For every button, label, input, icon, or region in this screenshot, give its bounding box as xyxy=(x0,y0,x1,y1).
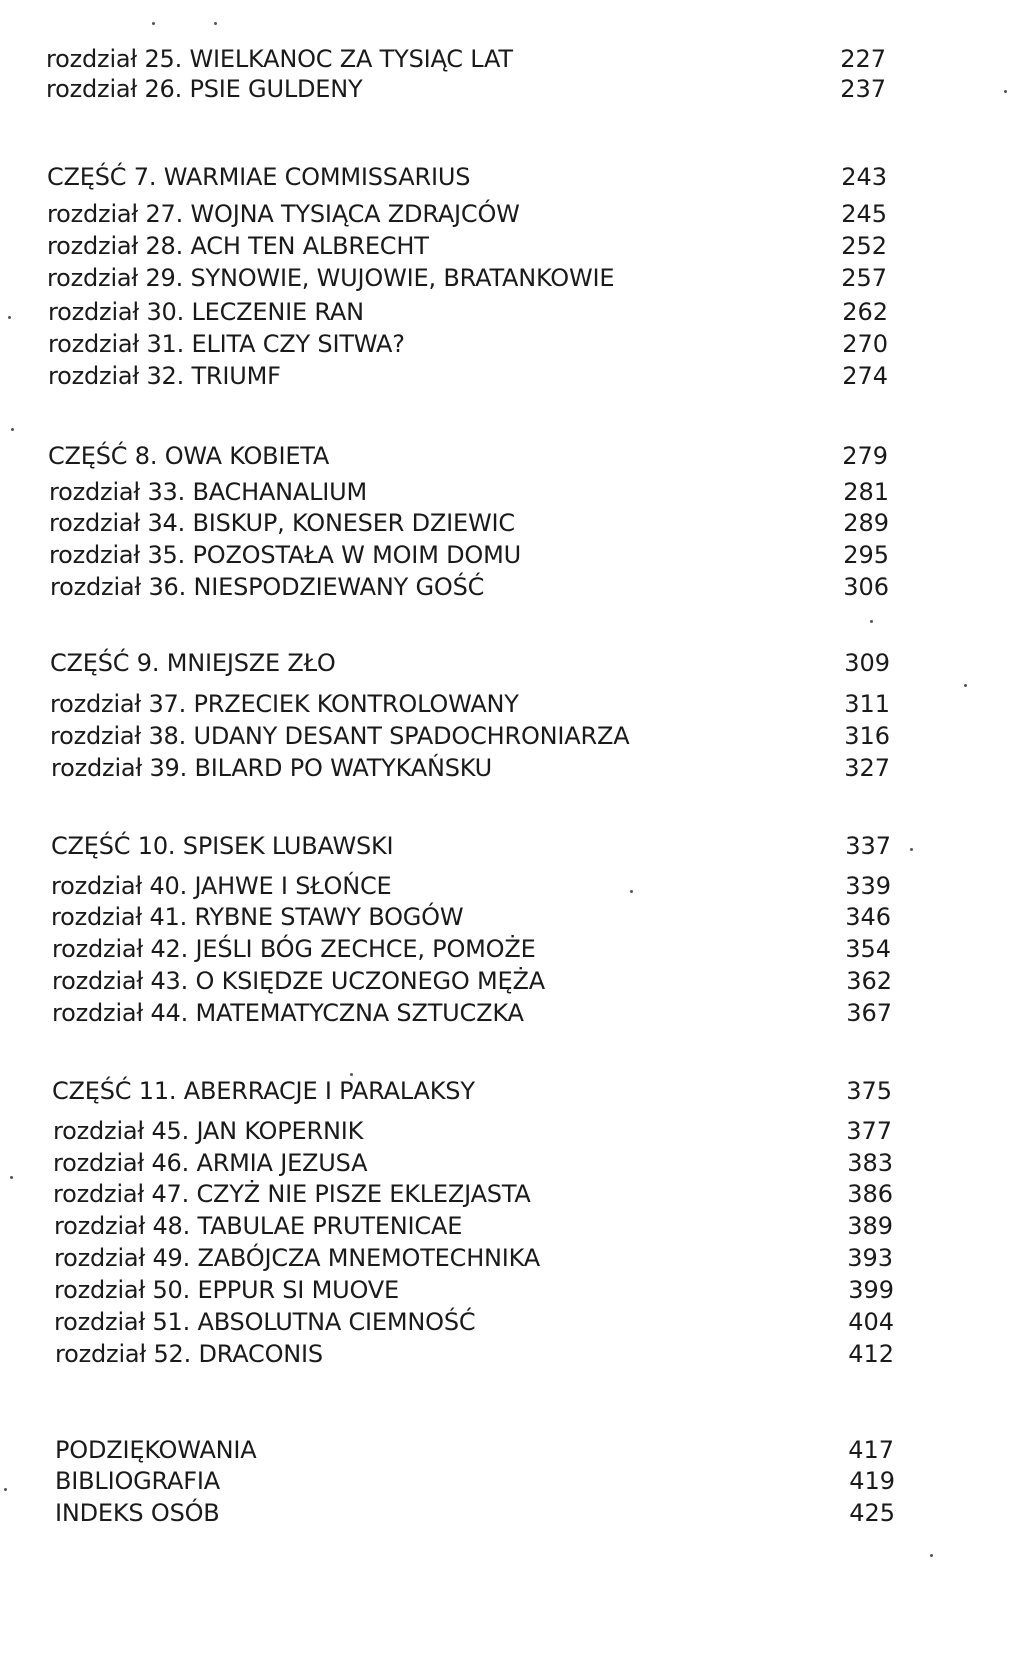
toc-entry-title: rozdział 46. ARMIA JEZUSA xyxy=(53,1149,368,1177)
toc-backmatter-entry xyxy=(0,1464,1012,1498)
toc-entry-title: rozdział 25. WIELKANOC ZA TYSIĄC LAT xyxy=(46,45,513,73)
toc-chapter-entry xyxy=(0,197,1012,231)
toc-chapter-entry xyxy=(0,964,1012,998)
toc-entry-title: CZĘŚĆ 8. OWA KOBIETA xyxy=(48,442,330,470)
toc-part-entry xyxy=(0,646,1012,680)
toc-entry-page-number: 270 xyxy=(842,330,888,358)
toc-entry-page-number: 306 xyxy=(843,573,889,601)
toc-chapter-entry xyxy=(0,687,1012,721)
toc-chapter-entry xyxy=(0,229,1012,263)
toc-entry-page-number: 377 xyxy=(846,1117,892,1145)
toc-entry-title: BIBLIOGRAFIA xyxy=(55,1467,220,1495)
toc-entry-page-number: 257 xyxy=(841,264,887,292)
toc-entry-page-number: 274 xyxy=(842,362,888,390)
scan-speck xyxy=(4,1488,7,1491)
toc-entry-page-number: 227 xyxy=(840,45,886,73)
toc-entry-title: rozdział 52. DRACONIS xyxy=(55,1340,323,1368)
toc-chapter-entry xyxy=(0,295,1012,329)
toc-entry-page-number: 309 xyxy=(844,649,890,677)
toc-entry-page-number: 295 xyxy=(843,541,889,569)
toc-entry-page-number: 281 xyxy=(843,478,889,506)
toc-entry-title: rozdział 29. SYNOWIE, WUJOWIE, BRATANKOWIE xyxy=(47,264,615,292)
toc-entry-page-number: 393 xyxy=(847,1244,893,1272)
toc-chapter-entry xyxy=(0,538,1012,572)
scan-speck xyxy=(964,684,967,687)
toc-entry-page-number: 367 xyxy=(846,999,892,1027)
toc-chapter-entry xyxy=(0,751,1012,785)
toc-entry-title: rozdział 40. JAHWE I SŁOŃCE xyxy=(51,872,392,900)
toc-entry-page-number: 339 xyxy=(845,872,891,900)
toc-entry-title: rozdział 33. BACHANALIUM xyxy=(49,478,368,506)
toc-entry-title: rozdział 32. TRIUMF xyxy=(48,362,281,390)
toc-chapter-entry xyxy=(0,1273,1012,1307)
scan-speck xyxy=(8,316,11,319)
toc-entry-title: rozdział 36. NIESPODZIEWANY GOŚĆ xyxy=(50,573,485,601)
toc-chapter-entry xyxy=(0,900,1012,934)
toc-entry-page-number: 311 xyxy=(844,690,890,718)
toc-entry-title: PODZIĘKOWANIA xyxy=(55,1436,257,1464)
toc-entry-page-number: 389 xyxy=(847,1212,893,1240)
toc-entry-title: rozdział 31. ELITA CZY SITWA? xyxy=(48,330,405,358)
toc-entry-page-number: 262 xyxy=(842,298,888,326)
scan-speck xyxy=(214,22,217,25)
toc-entry-page-number: 337 xyxy=(845,832,891,860)
toc-chapter-entry xyxy=(0,996,1012,1030)
toc-entry-page-number: 245 xyxy=(841,200,887,228)
toc-entry-page-number: 375 xyxy=(846,1077,892,1105)
toc-part-entry xyxy=(0,1074,1012,1108)
toc-chapter-entry xyxy=(0,932,1012,966)
toc-entry-title: rozdział 50. EPPUR SI MUOVE xyxy=(54,1276,399,1304)
scan-speck xyxy=(870,620,873,623)
toc-chapter-entry xyxy=(0,475,1012,509)
toc-chapter-entry xyxy=(0,1337,1012,1371)
toc-chapter-entry xyxy=(0,261,1012,295)
toc-entry-page-number: 279 xyxy=(842,442,888,470)
toc-entry-title: rozdział 48. TABULAE PRUTENICAE xyxy=(54,1212,463,1240)
toc-chapter-entry xyxy=(0,570,1012,604)
toc-entry-page-number: 383 xyxy=(847,1149,893,1177)
toc-entry-title: rozdział 39. BILARD PO WATYKAŃSKU xyxy=(51,754,493,782)
toc-chapter-entry xyxy=(0,359,1012,393)
toc-entry-title: rozdział 42. JEŚLI BÓG ZECHCE, POMOŻE xyxy=(52,935,536,963)
toc-entry-title: CZĘŚĆ 7. WARMIAE COMMISSARIUS xyxy=(47,163,471,191)
scan-speck xyxy=(11,428,14,431)
toc-entry-title: rozdział 51. ABSOLUTNA CIEMNOŚĆ xyxy=(54,1308,476,1336)
toc-entry-title: rozdział 30. LECZENIE RAN xyxy=(48,298,364,326)
toc-entry-title: CZĘŚĆ 11. ABERRACJE I PARALAKSY xyxy=(52,1077,475,1105)
toc-entry-page-number: 354 xyxy=(845,935,891,963)
toc-entry-title: rozdział 27. WOJNA TYSIĄCA ZDRAJCÓW xyxy=(47,200,520,228)
toc-chapter-entry xyxy=(0,42,1012,76)
toc-entry-title: rozdział 26. PSIE GULDENY xyxy=(46,75,363,103)
toc-chapter-entry xyxy=(0,1114,1012,1148)
toc-backmatter-entry xyxy=(0,1433,1012,1467)
toc-entry-page-number: 362 xyxy=(846,967,892,995)
scan-speck xyxy=(350,1073,353,1076)
toc-part-entry xyxy=(0,160,1012,194)
toc-entry-title: rozdział 41. RYBNE STAWY BOGÓW xyxy=(51,903,464,931)
toc-entry-title: rozdział 28. ACH TEN ALBRECHT xyxy=(47,232,429,260)
toc-chapter-entry xyxy=(0,1209,1012,1243)
scan-speck xyxy=(10,1176,13,1179)
toc-chapter-entry xyxy=(0,719,1012,753)
toc-entry-title: rozdział 34. BISKUP, KONESER DZIEWIC xyxy=(49,509,515,537)
toc-entry-page-number: 386 xyxy=(847,1180,893,1208)
toc-chapter-entry xyxy=(0,327,1012,361)
toc-entry-page-number: 327 xyxy=(844,754,890,782)
scan-speck xyxy=(630,890,633,893)
toc-entry-title: rozdział 38. UDANY DESANT SPADOCHRONIARZA xyxy=(50,722,630,750)
toc-entry-title: rozdział 49. ZABÓJCZA MNEMOTECHNIKA xyxy=(54,1244,541,1272)
toc-entry-page-number: 412 xyxy=(848,1340,894,1368)
toc-entry-title: INDEKS OSÓB xyxy=(55,1499,220,1527)
toc-chapter-entry xyxy=(0,506,1012,540)
toc-entry-page-number: 425 xyxy=(849,1499,895,1527)
toc-chapter-entry xyxy=(0,1146,1012,1180)
toc-chapter-entry xyxy=(0,1177,1012,1211)
toc-chapter-entry xyxy=(0,1241,1012,1275)
toc-entry-page-number: 399 xyxy=(848,1276,894,1304)
toc-entry-title: rozdział 47. CZYŻ NIE PISZE EKLEZJASTA xyxy=(53,1180,531,1208)
toc-part-entry xyxy=(0,829,1012,863)
toc-entry-title: CZĘŚĆ 10. SPISEK LUBAWSKI xyxy=(51,832,394,860)
toc-entry-page-number: 252 xyxy=(841,232,887,260)
toc-entry-title: rozdział 43. O KSIĘDZE UCZONEGO MĘŻA xyxy=(52,967,545,995)
toc-entry-page-number: 237 xyxy=(840,75,886,103)
toc-entry-page-number: 346 xyxy=(845,903,891,931)
scan-speck xyxy=(1004,90,1007,93)
scan-speck xyxy=(910,848,913,851)
toc-chapter-entry xyxy=(0,1305,1012,1339)
toc-backmatter-entry xyxy=(0,1496,1012,1530)
toc-entry-title: rozdział 37. PRZECIEK KONTROLOWANY xyxy=(50,690,519,718)
toc-entry-page-number: 417 xyxy=(848,1436,894,1464)
scan-speck xyxy=(152,22,155,25)
toc-part-entry xyxy=(0,439,1012,473)
toc-entry-title: rozdział 44. MATEMATYCZNA SZTUCZKA xyxy=(52,999,524,1027)
toc-chapter-entry xyxy=(0,869,1012,903)
toc-entry-page-number: 316 xyxy=(844,722,890,750)
toc-entry-page-number: 243 xyxy=(841,163,887,191)
toc-chapter-entry xyxy=(0,72,1012,106)
toc-entry-page-number: 404 xyxy=(848,1308,894,1336)
toc-entry-page-number: 419 xyxy=(849,1467,895,1495)
toc-entry-page-number: 289 xyxy=(843,509,889,537)
toc-entry-title: rozdział 45. JAN KOPERNIK xyxy=(53,1117,364,1145)
toc-entry-title: rozdział 35. POZOSTAŁA W MOIM DOMU xyxy=(49,541,521,569)
toc-entry-title: CZĘŚĆ 9. MNIEJSZE ZŁO xyxy=(50,649,336,677)
scan-speck xyxy=(930,1554,933,1557)
